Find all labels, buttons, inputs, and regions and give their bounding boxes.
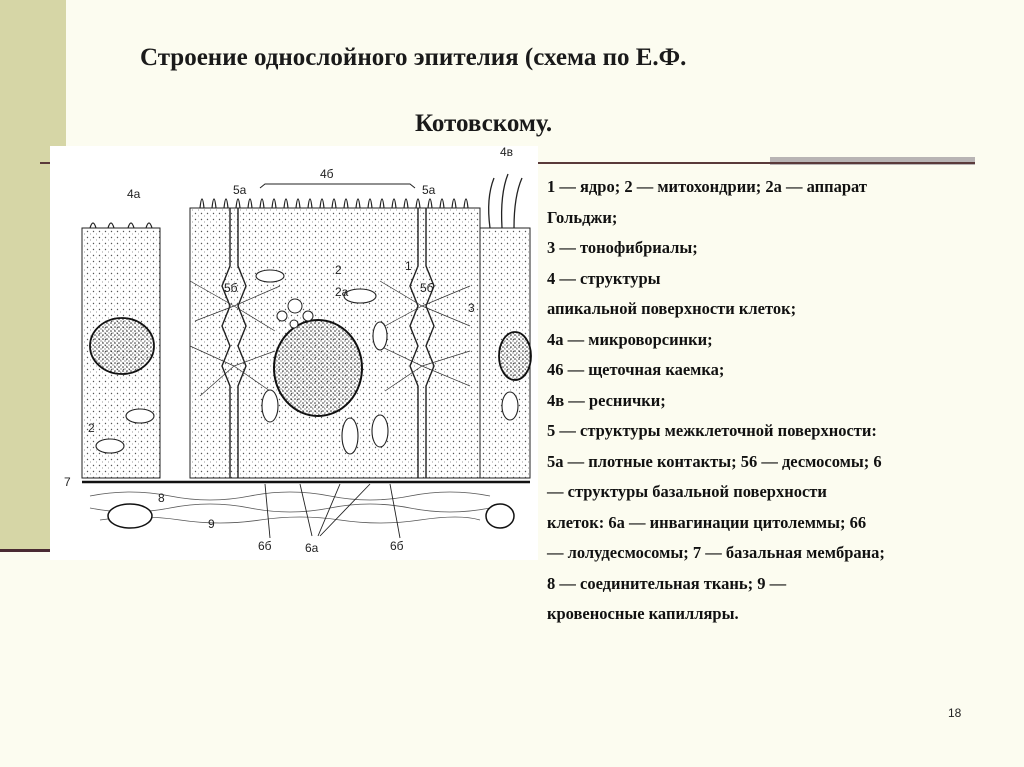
legend-line: — структуры базальной поверхности (547, 482, 827, 501)
label-6b-left: 6б (258, 539, 272, 553)
label-2: 2 (335, 263, 342, 277)
page-number: 18 (948, 706, 962, 720)
legend-line: 5а — плотные контакты; 56 — десмосомы; 6 (547, 451, 882, 471)
legend-line: 4а — микроворсинки; (547, 329, 713, 349)
slide-title-line1: Строение однослойного эпителия (схема по Е.Ф. (140, 44, 687, 71)
legend-line: 4 — структуры (547, 268, 661, 288)
label-3: 3 (468, 301, 475, 315)
legend-line: клеток: 6а — инвагинации цитолеммы; 66 (547, 512, 867, 532)
epithelium-diagram-svg (50, 146, 538, 560)
legend-line: 1 — ядро; 2 — митохондрии; 2а — аппарат (547, 177, 867, 196)
legend-text (547, 172, 1017, 630)
label-6a: 6а (305, 541, 319, 555)
legend-line: — лолудесмосомы; 7 — базальная мембрана; (547, 543, 885, 562)
legend-line: 46 — щеточная каемка; (547, 360, 725, 379)
label-5b-right: 5б (420, 281, 434, 295)
label-4a: 4а (127, 187, 141, 201)
label-4b: 4б (320, 167, 334, 181)
legend-line: апикальной поверхности клеток; (547, 299, 797, 318)
label-2-left: 2 (88, 421, 95, 435)
label-9: 9 (208, 517, 215, 531)
label-4v: 4в (500, 146, 514, 159)
label-7: 7 (64, 475, 71, 489)
legend-line: Гольджи; (547, 207, 618, 227)
legend-line: кровеносные капилляры. (547, 604, 739, 623)
legend-line: 8 — соединительная ткань; 9 — (547, 573, 787, 593)
legend-line: 5 — структуры межклеточной поверхности: (547, 421, 877, 440)
label-6b-right: 6б (390, 539, 404, 553)
epithelium-diagram (50, 146, 538, 560)
label-8: 8 (158, 491, 165, 505)
legend-line: 3 — тонофибриалы; (547, 238, 698, 257)
legend-line: 4в — реснички; (547, 390, 666, 410)
label-1: 1 (405, 259, 412, 273)
label-5a-right: 5а (422, 183, 436, 197)
label-2a: 2а (335, 285, 349, 299)
label-5a-left: 5а (233, 183, 247, 197)
slide-title-line2: Котовскому. (415, 110, 553, 137)
label-5b-left: 5б (224, 281, 238, 295)
